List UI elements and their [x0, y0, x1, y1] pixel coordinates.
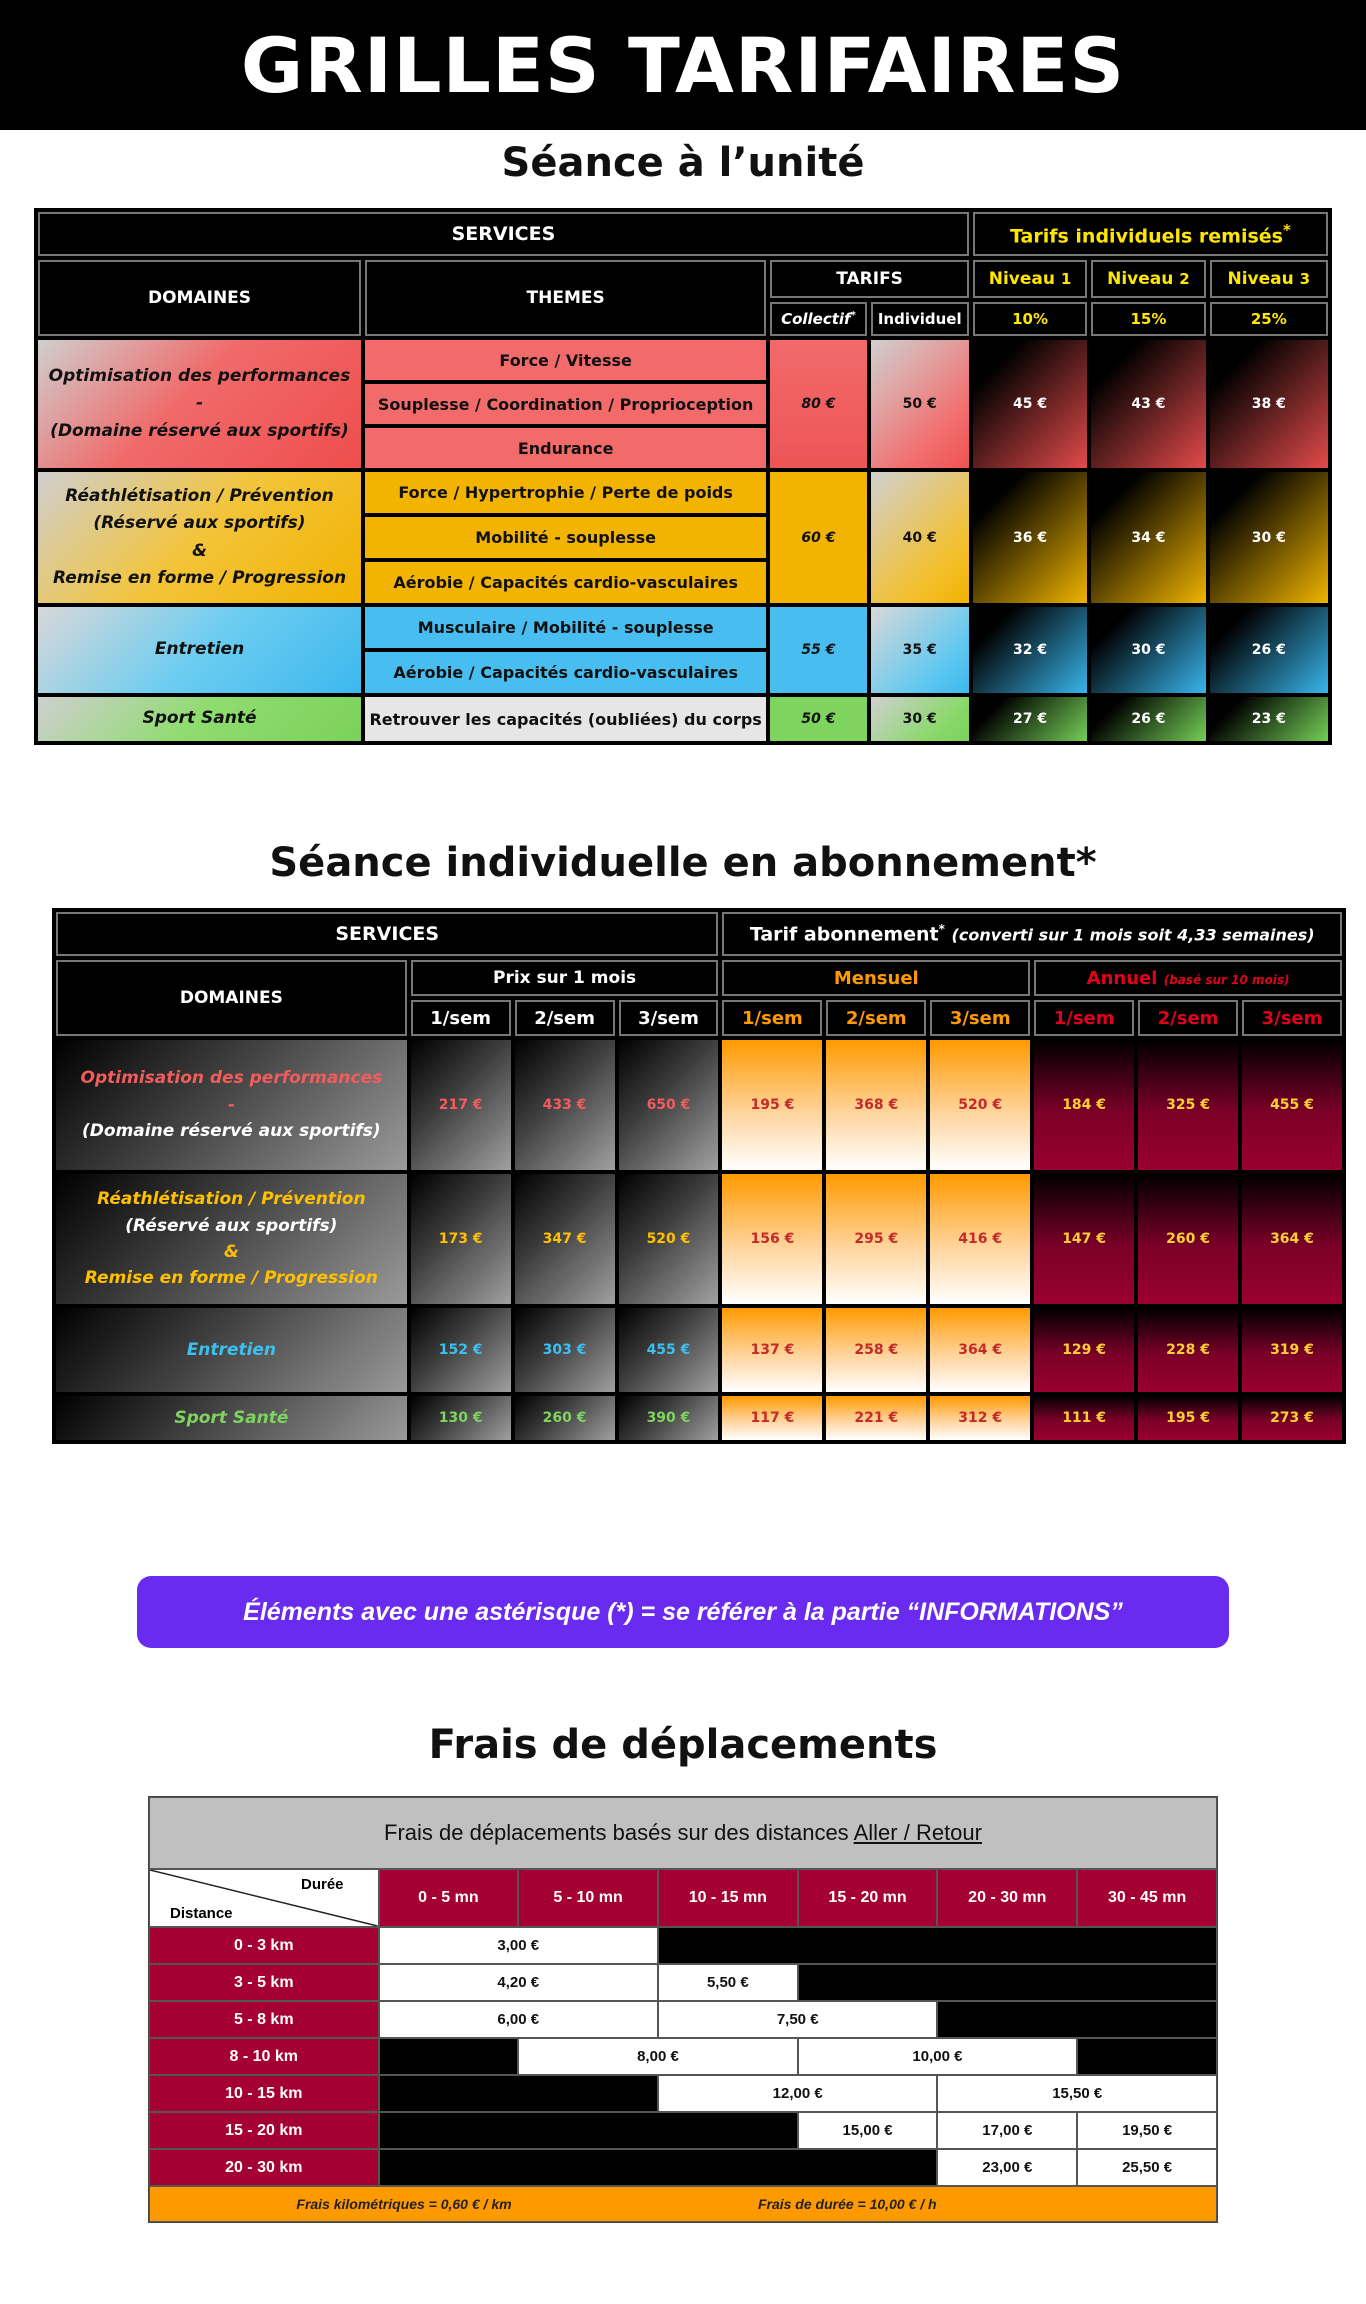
level-2-header: Niveau 2 — [1091, 260, 1205, 298]
distance-header: 5 - 8 km — [149, 2001, 379, 2038]
mensuel-cell: 368 € — [826, 1040, 926, 1170]
annuel-cell: 228 € — [1138, 1308, 1238, 1392]
tarif-abonnement-header: Tarif abonnement* (converti sur 1 mois soit 4,33 semaines) — [722, 912, 1342, 956]
unit-price-table — [34, 208, 1332, 745]
mensuel-cell: 156 € — [722, 1174, 822, 1304]
prix-cell: 433 € — [515, 1040, 615, 1170]
freq-header: 1/sem — [1034, 1000, 1134, 1036]
price-collectif: 60 € — [770, 472, 866, 603]
subscription-table — [52, 908, 1346, 1444]
mensuel-cell: 195 € — [722, 1040, 822, 1170]
subscription-heading: Séance individuelle en abonnement* — [269, 840, 1097, 886]
domain-optimisation: Optimisation des performances - (Domaine réservé aux sportifs) — [38, 340, 361, 468]
prix-cell: 455 € — [619, 1308, 719, 1392]
asterisk-note: Éléments avec une astérisque (*) = se référer à la partie “INFORMATIONS” — [137, 1576, 1229, 1648]
price-level-1: 45 € — [973, 340, 1087, 468]
mensuel-cell: 295 € — [826, 1174, 926, 1304]
fee-cell: 23,00 € — [937, 2149, 1077, 2186]
freq-header: 1/sem — [411, 1000, 511, 1036]
prix-cell: 217 € — [411, 1040, 511, 1170]
empty-cell — [798, 1964, 1217, 2001]
level-3-pct: 25% — [1210, 302, 1328, 336]
mensuel-header: Mensuel — [722, 960, 1030, 996]
distance-header: 10 - 15 km — [149, 2075, 379, 2112]
empty-cell — [658, 1927, 1217, 1964]
freq-header: 2/sem — [826, 1000, 926, 1036]
empty-cell — [1077, 2038, 1217, 2075]
theme-cell: Aérobie / Capacités cardio-vasculaires — [365, 652, 766, 693]
fee-cell: 3,00 € — [379, 1927, 658, 1964]
mensuel-cell: 137 € — [722, 1308, 822, 1392]
tarifs-header: TARIFS — [770, 260, 969, 298]
price-collectif: 80 € — [770, 340, 866, 468]
fee-cell: 4,20 € — [379, 1964, 658, 2001]
remise-header: Tarifs individuels remisés* — [973, 212, 1328, 256]
price-level-2: 26 € — [1091, 697, 1205, 741]
annuel-cell: 195 € — [1138, 1396, 1238, 1440]
distance-label: Distance — [170, 1905, 233, 1922]
annuel-cell: 319 € — [1242, 1308, 1342, 1392]
distance-header: 15 - 20 km — [149, 2112, 379, 2149]
prix-cell: 520 € — [619, 1174, 719, 1304]
mensuel-cell: 258 € — [826, 1308, 926, 1392]
fee-cell: 15,50 € — [937, 2075, 1217, 2112]
duree-label: Durée — [300, 1876, 344, 1893]
mensuel-cell: 364 € — [930, 1308, 1030, 1392]
duration-header: 30 - 45 mn — [1077, 1869, 1217, 1927]
domain-entretien: Entretien — [56, 1308, 407, 1392]
prix-cell: 152 € — [411, 1308, 511, 1392]
fee-cell: 19,50 € — [1077, 2112, 1217, 2149]
price-level-3: 26 € — [1210, 607, 1328, 693]
services-header: SERVICES — [56, 912, 718, 956]
annuel-cell: 111 € — [1034, 1396, 1134, 1440]
price-level-2: 43 € — [1091, 340, 1205, 468]
price-level-1: 27 € — [973, 697, 1087, 741]
annuel-cell: 260 € — [1138, 1174, 1238, 1304]
duration-header: 10 - 15 mn — [658, 1869, 798, 1927]
distance-header: 8 - 10 km — [149, 2038, 379, 2075]
mensuel-cell: 312 € — [930, 1396, 1030, 1440]
fee-cell: 25,50 € — [1077, 2149, 1217, 2186]
level-2-pct: 15% — [1091, 302, 1205, 336]
empty-cell — [379, 2149, 938, 2186]
level-3-header: Niveau 3 — [1210, 260, 1328, 298]
domain-sport-sante: Sport Santé — [38, 697, 361, 741]
prix-cell: 173 € — [411, 1174, 511, 1304]
collectif-header: Collectif* — [770, 302, 866, 336]
annuel-cell: 129 € — [1034, 1308, 1134, 1392]
page-title: GRILLES TARIFAIRES — [0, 0, 1366, 130]
time-fee-note: Frais de durée = 10,00 € / h — [658, 2186, 1217, 2222]
theme-cell: Aérobie / Capacités cardio-vasculaires — [365, 562, 766, 603]
freq-header: 2/sem — [1138, 1000, 1238, 1036]
travel-heading: Frais de déplacements — [428, 1722, 938, 1768]
annuel-cell: 364 € — [1242, 1174, 1342, 1304]
fee-cell: 12,00 € — [658, 2075, 937, 2112]
travel-caption: Frais de déplacements basés sur des distances Aller / Retour — [149, 1797, 1217, 1869]
price-individuel: 35 € — [871, 607, 969, 693]
level-1-pct: 10% — [973, 302, 1087, 336]
price-level-3: 23 € — [1210, 697, 1328, 741]
mensuel-cell: 221 € — [826, 1396, 926, 1440]
theme-cell: Force / Vitesse — [365, 340, 766, 380]
services-header: SERVICES — [38, 212, 969, 256]
annuel-cell: 184 € — [1034, 1040, 1134, 1170]
theme-cell: Musculaire / Mobilité - souplesse — [365, 607, 766, 648]
domain-reathletisation: Réathlétisation / Prévention (Réservé aux sportifs) & Remise en forme / Progression — [56, 1174, 407, 1304]
duration-header: 5 - 10 mn — [518, 1869, 658, 1927]
fee-cell: 6,00 € — [379, 2001, 658, 2038]
distance-header: 0 - 3 km — [149, 1927, 379, 1964]
prix-cell: 390 € — [619, 1396, 719, 1440]
fee-cell: 15,00 € — [798, 2112, 938, 2149]
annuel-cell: 273 € — [1242, 1396, 1342, 1440]
prix-cell: 303 € — [515, 1308, 615, 1392]
domain-reathletisation: Réathlétisation / Prévention (Réservé aux sportifs) & Remise en forme / Progression — [38, 472, 361, 603]
theme-cell: Force / Hypertrophie / Perte de poids — [365, 472, 766, 513]
km-fee-note: Frais kilométriques = 0,60 € / km — [149, 2186, 658, 2222]
unit-heading: Séance à l’unité — [501, 140, 865, 186]
fee-cell: 10,00 € — [798, 2038, 1078, 2075]
annuel-cell: 455 € — [1242, 1040, 1342, 1170]
duration-header: 20 - 30 mn — [937, 1869, 1077, 1927]
domain-sport-sante: Sport Santé — [56, 1396, 407, 1440]
distance-header: 20 - 30 km — [149, 2149, 379, 2186]
individuel-header: Individuel — [871, 302, 969, 336]
freq-header: 1/sem — [722, 1000, 822, 1036]
travel-fees-table — [148, 1796, 1218, 2223]
theme-cell: Retrouver les capacités (oubliées) du corps — [365, 697, 766, 741]
domain-optimisation: Optimisation des performances - (Domaine réservé aux sportifs) — [56, 1040, 407, 1170]
empty-cell — [379, 2038, 519, 2075]
empty-cell — [937, 2001, 1217, 2038]
price-level-1: 36 € — [973, 472, 1087, 603]
domain-entretien: Entretien — [38, 607, 361, 693]
annuel-cell: 147 € — [1034, 1174, 1134, 1304]
annuel-cell: 325 € — [1138, 1040, 1238, 1170]
theme-cell: Endurance — [365, 428, 766, 468]
price-level-3: 30 € — [1210, 472, 1328, 603]
mensuel-cell: 520 € — [930, 1040, 1030, 1170]
prix-cell: 347 € — [515, 1174, 615, 1304]
distance-header: 3 - 5 km — [149, 1964, 379, 2001]
duration-header: 15 - 20 mn — [798, 1869, 938, 1927]
price-collectif: 55 € — [770, 607, 866, 693]
price-level-3: 38 € — [1210, 340, 1328, 468]
prix-cell: 650 € — [619, 1040, 719, 1170]
freq-header: 2/sem — [515, 1000, 615, 1036]
mensuel-cell: 416 € — [930, 1174, 1030, 1304]
theme-cell: Souplesse / Coordination / Proprioception — [365, 384, 766, 424]
price-level-2: 30 € — [1091, 607, 1205, 693]
prix-cell: 260 € — [515, 1396, 615, 1440]
price-individuel: 50 € — [871, 340, 969, 468]
mensuel-cell: 117 € — [722, 1396, 822, 1440]
level-1-header: Niveau 1 — [973, 260, 1087, 298]
price-level-1: 32 € — [973, 607, 1087, 693]
prix-cell: 130 € — [411, 1396, 511, 1440]
freq-header: 3/sem — [619, 1000, 719, 1036]
freq-header: 3/sem — [930, 1000, 1030, 1036]
annuel-header: Annuel (basé sur 10 mois) — [1034, 960, 1342, 996]
duration-header: 0 - 5 mn — [379, 1869, 519, 1927]
fee-cell: 7,50 € — [658, 2001, 937, 2038]
prix-header: Prix sur 1 mois — [411, 960, 719, 996]
price-individuel: 40 € — [871, 472, 969, 603]
empty-cell — [379, 2075, 658, 2112]
theme-cell: Mobilité - souplesse — [365, 517, 766, 558]
price-collectif: 50 € — [770, 697, 866, 741]
domaines-header: DOMAINES — [56, 960, 407, 1036]
domaines-header: DOMAINES — [38, 260, 361, 336]
fee-cell: 17,00 € — [937, 2112, 1077, 2149]
empty-cell — [379, 2112, 798, 2149]
price-individuel: 30 € — [871, 697, 969, 741]
fee-cell: 8,00 € — [518, 2038, 797, 2075]
freq-header: 3/sem — [1242, 1000, 1342, 1036]
themes-header: THEMES — [365, 260, 766, 336]
corner-cell — [149, 1869, 379, 1927]
price-level-2: 34 € — [1091, 472, 1205, 603]
fee-cell: 5,50 € — [658, 1964, 798, 2001]
